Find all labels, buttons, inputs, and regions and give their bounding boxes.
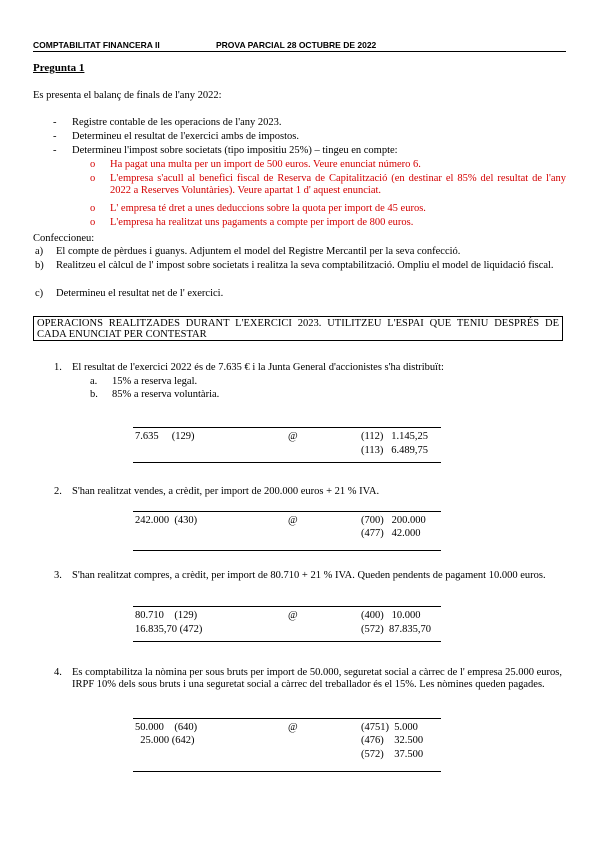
confeccioneu-label: Confeccioneu: [33,233,95,244]
question-title: Pregunta 1 [33,62,85,74]
at-symbol: @ [288,515,298,526]
credit-line: (572) 87.835,70 [361,624,431,635]
debit-line: 25.000 (642) [135,735,195,746]
credit-line: (400) 10.000 [361,610,421,621]
journal-entry-2 [133,511,441,539]
at-symbol: @ [288,431,298,442]
header-course: COMPTABILITAT FINANCERA II [33,40,160,50]
credit-line: (112) 1.145,25 [361,431,428,442]
header-exam: PROVA PARCIAL 28 OCTUBRE DE 2022 [216,40,377,50]
credit-line: (572) 37.500 [361,749,424,760]
page-header [33,40,566,52]
credit-line: (476) 32.500 [361,735,424,746]
debit-line: 242.000 (430) [135,515,198,526]
credit-line: (477) 42.000 [361,528,421,539]
debit-line: 50.000 (640) [135,722,198,733]
journal-entry-4 [133,718,441,760]
debit-line: 80.710 (129) [135,610,198,621]
debit-line: 7.635 (129) [135,431,195,442]
intro-text: Es presenta el balanç de finals de l'any 2022: [33,90,222,101]
at-symbol: @ [288,610,298,621]
credit-line: (113) 6.489,75 [361,445,428,456]
exam-page: COMPTABILITAT FINANCERA II PROVA PARCIAL 28 OCTUBRE DE 2022 Pregunta 1 Es presenta el balanç de finals de l'any 2022: - Registre contable de les operacions de l'any 2023. - Determineu el resultat de l'exercici ambs de impostos. - Determineu l'impost sobre societats (tipo impositiu 25%) – tingeu en compte: o Ha pagat una multa per un import de 500 euros. Veure enunciat número 6. o L'empresa s'acull al benefici fiscal de Reserva de Capitalització (en destinar el 85% del resultat de l'any 2022 a Reserves Voluntàries). Veure apartat 1 d' aquest enunciat. o L' empresa té dret a unes deduccions sobre la quota per import de 45 euros. o L'empresa ha realitzat uns pagaments a compte per import de 800 euros. Confeccioneu: a) El compte de pèrdues i guanys. Adjuntem el model del Registre Mercantil per la seva confecció. b) Realitzeu el càlcul de l' impost sobre societats i realitza la seva comptabilització. Ompliu el model de liquidació fiscal. c) Determineu el resultat net de l' exercici. OPERACIONS REALITZADES DURANT L'EXERCICI 2023. UTILITZEU L'ESPAI QUE TENIU DESPRÉS DE CADA ENUNCIAT PER CONTESTAR 1. El resultat de l'exercici 2022 és de 7.635 € i la Junta General d'accionistes s'ha distribuït: a. 15% a reserva legal. b. 85% a reserva voluntària. 7.635 (129) @ (112) 1.145,25 (113) 6.489,75 2. S'han realitzat vendes, a crèdit, per import de 200.000 euros + 21 % IVA. 242.000 (430) @ (700) 200.000 (477) 42.000 3. S'han realitzat compres, a crèdit, per import de 80.710 + 21 % IVA. Queden pendents de pagament 10.000 euros. 80.710 (129) 16.835,70 (472) @ (400) 10.000 (572) 87.835,70 4. Es comptabilitza la nòmina per sous bruts per import de 50.000, seguretat social a càrrec de l' empresa 25.000 euros, IRPF 10% dels sous bruts i una seguretat social a càrrec del treballador és el 15%. Les nòmines queden pagades. 50.000 (640) 25.000 (642) @ (4751) 5.000 (476) 32.500 (572) 37.500 [0,0,600,848]
credit-line: (4751) 5.000 [361,722,418,733]
journal-entry-1 [133,427,441,456]
journal-entry-3 [133,606,441,635]
operations-box: OPERACIONS REALITZADES DURANT L'EXERCICI 2023. UTILITZEU L'ESPAI QUE TENIU DESPRÉS DE CADA ENUNCIAT PER CONTESTAR [33,316,563,341]
credit-line: (700) 200.000 [361,515,426,526]
at-symbol: @ [288,722,298,733]
debit-line: 16.835,70 (472) [135,624,203,635]
